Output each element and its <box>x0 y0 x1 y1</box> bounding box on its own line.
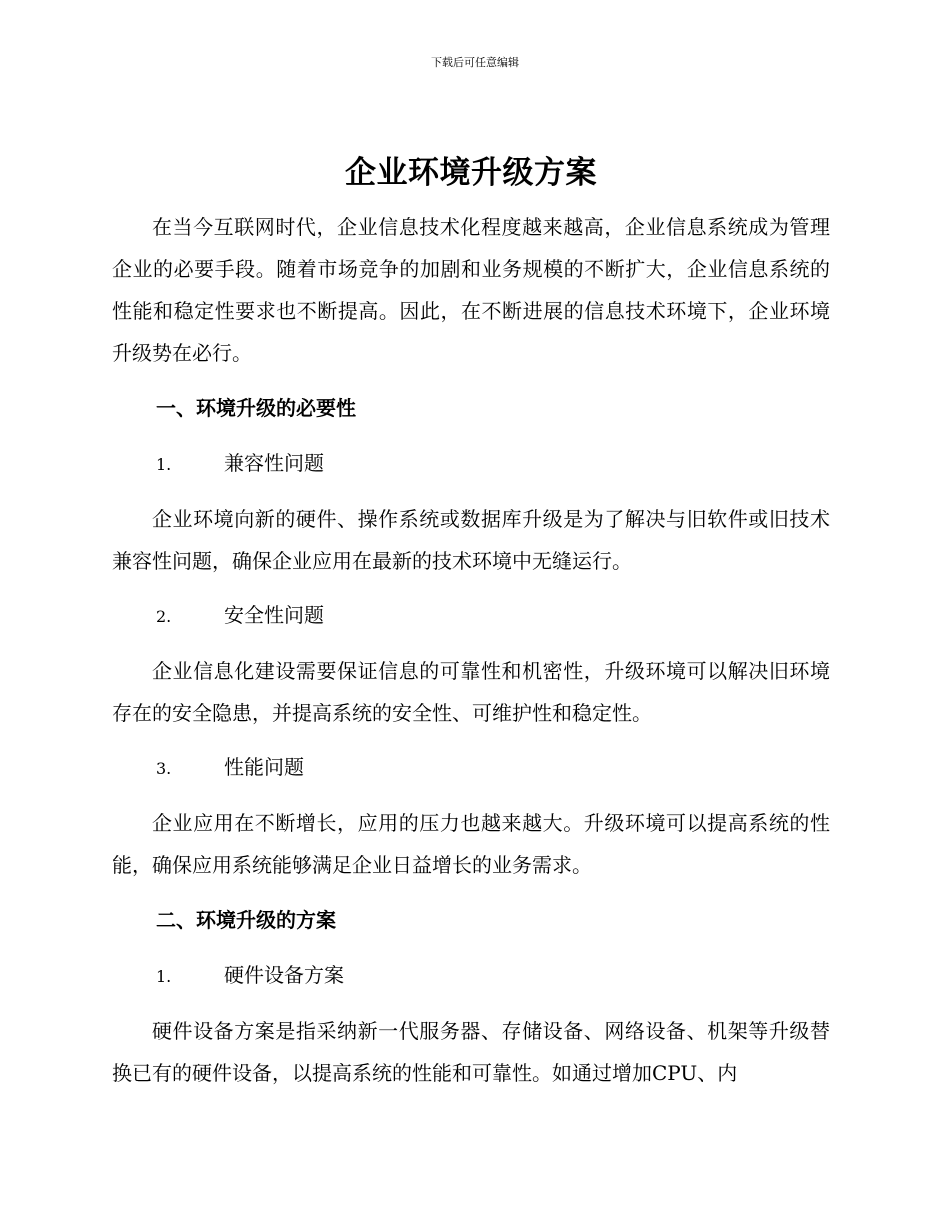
section-heading-necessity: 一、环境升级的必要性 <box>156 396 356 420</box>
subsection-paragraph: 企业环境向新的硬件、操作系统或数据库升级是为了解决与旧软件或旧技术兼容性问题，确保企业应用在最新的技术环境中无缝运行。 <box>112 507 830 573</box>
document-title: 企业环境升级方案 <box>345 155 597 191</box>
intro-paragraph: 在当今互联网时代，企业信息技术化程度越来越高，企业信息系统成为管理企业的必要手段。随着市场竞争的加剧和业务规模的不断扩大，企业信息系统的性能和稳定性要求也不断提高。因此，在不断进展的信息技术环境下，企业环境升级势在必行。 <box>112 215 830 365</box>
header-note: 下载后可任意编辑 <box>431 56 519 69</box>
subsection-heading <box>112 746 830 790</box>
subsection-title: 硬件设备方案 <box>224 963 344 987</box>
subsection-paragraph: 企业应用在不断增长，应用的压力也越来越大。升级环境可以提高系统的性能，确保应用系统能够满足企业日益增长的业务需求。 <box>112 811 830 877</box>
list-number: 1. <box>156 455 172 474</box>
list-number: 2. <box>156 607 172 626</box>
subsection-title: 兼容性问题 <box>224 451 324 475</box>
list-number: 1. <box>156 967 172 986</box>
section-heading-plan: 二、环境升级的方案 <box>156 908 336 932</box>
subsection-paragraph: 企业信息化建设需要保证信息的可靠性和机密性，升级环境可以解决旧环境存在的安全隐患，并提高系统的安全性、可维护性和稳定性。 <box>112 659 830 725</box>
subsection-heading <box>112 442 830 486</box>
subsection-title: 性能问题 <box>224 755 304 779</box>
list-number: 3. <box>156 759 172 778</box>
subsection-heading <box>112 594 830 638</box>
subsection-paragraph: 硬件设备方案是指采纳新一代服务器、存储设备、网络设备、机架等升级替换已有的硬件设备，以提高系统的性能和可靠性。如通过增加CPU、内 <box>112 1019 830 1085</box>
subsection-heading <box>112 954 830 998</box>
document-body <box>112 148 830 1094</box>
subsection-title: 安全性问题 <box>224 603 324 627</box>
